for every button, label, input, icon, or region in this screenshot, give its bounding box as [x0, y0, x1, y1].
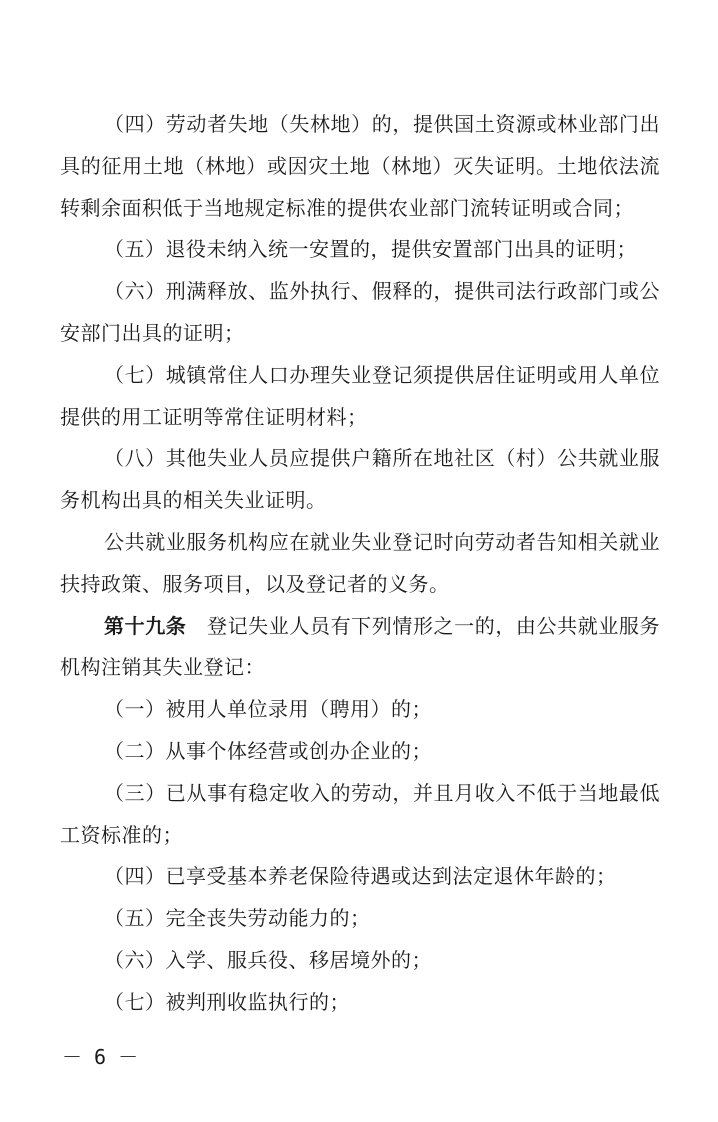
list-item: （一）被用人单位录用（聘用）的； [104, 697, 432, 722]
list-item: （五）完全丧失劳动能力的； [104, 906, 371, 931]
document-body [60, 104, 660, 1024]
paragraph-notification: 公共就业服务机构应在就业失业登记时向劳动者告知相关就业扶持政策、服务项目，以及登记者的义务。 [60, 529, 660, 596]
paragraph-item-6-release: （六）刑满释放、监外执行、假释的，提供司法行政部门或公安部门出具的证明； [60, 279, 660, 345]
article-19-text: 登记失业人员有下列情形之一的，由公共就业服务机构注销其失业登记： [60, 613, 661, 680]
list-item: （七）被判刑收监执行的； [104, 989, 350, 1014]
paragraph-item-5-veteran: （五）退役未纳入统一安置的，提供安置部门出具的证明； [104, 237, 637, 262]
paragraph-item-8-other: （八）其他失业人员应提供户籍所在地社区（村）公共就业服务机构出具的相关失业证明。 [60, 446, 660, 513]
list-item: （二）从事个体经营或创办企业的； [104, 738, 432, 763]
page-number: － 6 － [62, 1045, 139, 1069]
paragraph-item-7-resident: （七）城镇常住人口办理失业登记须提供居住证明或用人单位提供的用工证明等常住证明材料； [60, 362, 660, 429]
article-19-paragraph [60, 606, 660, 690]
list-item: （六）入学、服兵役、移居境外的； [104, 947, 432, 972]
article-19-heading: 第十九条 [104, 613, 187, 638]
list-item: （三）已从事有稳定收入的劳动，并且月收入不低于当地最低工资标准的； [60, 780, 660, 847]
list-item: （四）已享受基本养老保险待遇或达到法定退休年龄的； [104, 864, 617, 889]
paragraph-item-4-land: （四）劳动者失地（失林地）的，提供国土资源或林业部门出具的征用土地（林地）或因灾土地（林地）灭失证明。土地依法流转剩余面积低于当地规定标准的提供农业部门流转证明或合同； [60, 112, 660, 220]
